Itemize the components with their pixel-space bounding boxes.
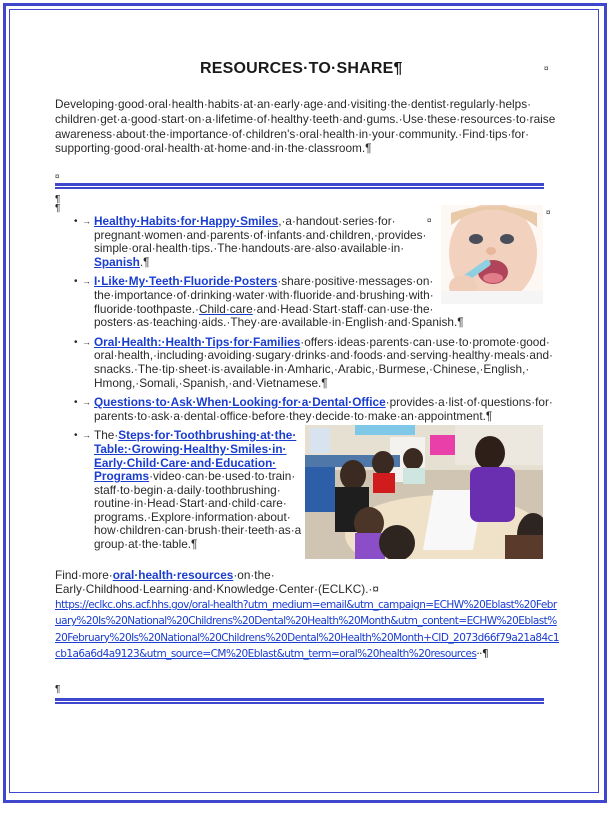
bullet-icon: • xyxy=(74,216,78,227)
item-suffix: .¶ xyxy=(139,254,150,269)
dental-office-questions-link[interactable]: Questions·to·Ask·When·Looking·for·a·Dental·Office xyxy=(94,395,386,410)
eclkc-line: Early·Childhood·Learning·and·Knowledge·Center·(ECLKC).·¤ xyxy=(55,581,379,596)
toothbrushing-video-link[interactable]: Steps·for·Toothbrushing·at·the· Table:·Growing·Healthy·Smiles·in· Early·Child·Care·and·Education· Programs xyxy=(94,428,297,484)
end-of-cell-marker: ¤ xyxy=(55,172,60,181)
end-of-cell-marker: ¤ xyxy=(546,208,551,217)
horizontal-rule-top xyxy=(55,183,544,189)
list-item xyxy=(72,274,464,330)
item-prefix: The· xyxy=(94,428,119,443)
fluoride-posters-link[interactable]: I·Like·My·Teeth·Fluoride·Posters xyxy=(94,274,278,289)
end-of-cell-marker: ¤ xyxy=(544,64,549,73)
end-of-cell-marker: ¤ xyxy=(427,216,432,225)
find-more-suffix: ·on·the· xyxy=(233,568,275,582)
tab-arrow-icon: → xyxy=(82,336,91,347)
page-title: RESOURCES·TO·SHARE¶ xyxy=(200,60,403,77)
list-item xyxy=(72,214,427,269)
tab-arrow-icon: → xyxy=(82,276,91,287)
find-more-prefix: Find·more· xyxy=(55,568,113,582)
horizontal-rule-bottom xyxy=(55,698,544,704)
child-care-underlined: Child·care xyxy=(198,301,253,316)
paragraph-mark: ¶ xyxy=(55,194,61,205)
item-text: ·share·positive·messages·on· the·importance·of·drinking·water·with·fluoride·and·brushing·with· fluoride·toothpaste.· xyxy=(94,274,434,316)
eclkc-url-link[interactable]: https://eclkc.ohs.acf.hhs.gov/oral-health?utm_medium=email&utm_campaign=ECHW%20Eblast%20February%20Is%20National%20Childrens%20Dental%20Health%20Month&utm_content=ECHW%20Eblast%20February%20Is%20National%20Childrens%20Dental%20Health%20Month+CID_2073d66f79a21a84c1cb1a6a6d4a9123&utm_source=CM%20Eblast&utm_term=oral%20health%20resources xyxy=(55,599,560,661)
list-item xyxy=(72,395,553,423)
bullet-icon: • xyxy=(74,397,78,409)
bullet-icon: • xyxy=(74,336,78,348)
paragraph-mark: ¶ xyxy=(55,203,61,214)
item-text: ·and·Head·Start·staff·can·use·the· posters·as·teaching·aids.·They·are·available·in·English·and·Spanish.¶ xyxy=(94,301,464,330)
healthy-habits-link[interactable]: Healthy·Habits·for·Happy·Smiles xyxy=(94,214,279,228)
bullet-icon: • xyxy=(74,430,78,442)
find-more-paragraph xyxy=(55,569,555,597)
intro-paragraph: Developing·good·oral·health·habits·at·an·early·age·and·visiting·the·dentist·regularly·helps· children·get·a·good·start·on·a·lifetime·of·healthy·teeth·and·gums.·Use·these·resources·to·raise awareness·about·the·importance·of·children's·oral·health·in·your·community.·Find·tips·for· supporting·good·oral·health·at·home·and·in·the·classroom.¶ xyxy=(55,97,556,156)
tab-arrow-icon: → xyxy=(82,397,91,408)
bullet-icon: • xyxy=(74,276,78,288)
url-suffix: ··¶ xyxy=(476,648,489,661)
spanish-link[interactable]: Spanish xyxy=(94,254,140,269)
eclkc-url-paragraph xyxy=(55,597,560,663)
item-text: ·offers·ideas·parents·can·use·to·promote·good· oral·health,·including·avoiding·sugary·drinks·and·foods·and·serving·healthy·meals·and· snacks.·The·tip·sheet·is·available·in·Amharic,·Arabic,·Burmese,·Chinese,·English,· Hmong,·Somali,·Spanish,·and·Vietnamese.¶ xyxy=(94,334,553,390)
tab-arrow-icon: → xyxy=(82,216,91,226)
item-text: ·video·can·be·used·to·train· staff·to·begin·a·daily·toothbrushing· routine·in·Head·Start·and·child·care· programs.·Explore·information·about· how·children·can·brush·their·teeth·as·a group·at·the·table.¶ xyxy=(94,469,302,552)
tab-arrow-icon: → xyxy=(82,430,91,441)
item-text: ,·a·handout·series·for· pregnant·women·and·parents·of·infants·and·children,·provides· simple·oral·health·tips.·The·handouts·are·also·available·in· xyxy=(94,214,427,256)
list-item xyxy=(72,334,553,390)
list-item xyxy=(72,428,302,552)
classroom-toothbrushing-image xyxy=(305,425,543,559)
paragraph-mark: ¶ xyxy=(55,684,61,695)
oral-health-tips-link[interactable]: Oral·Health:·Health·Tips·for·Families xyxy=(94,334,301,349)
item-text: ·provides·a·list·of·questions·for· parents·to·ask·a·dental·office·before·they·decide·to·make·an·appointment.¶ xyxy=(94,395,553,423)
oral-health-resources-link[interactable]: oral·health·resources xyxy=(112,568,234,582)
